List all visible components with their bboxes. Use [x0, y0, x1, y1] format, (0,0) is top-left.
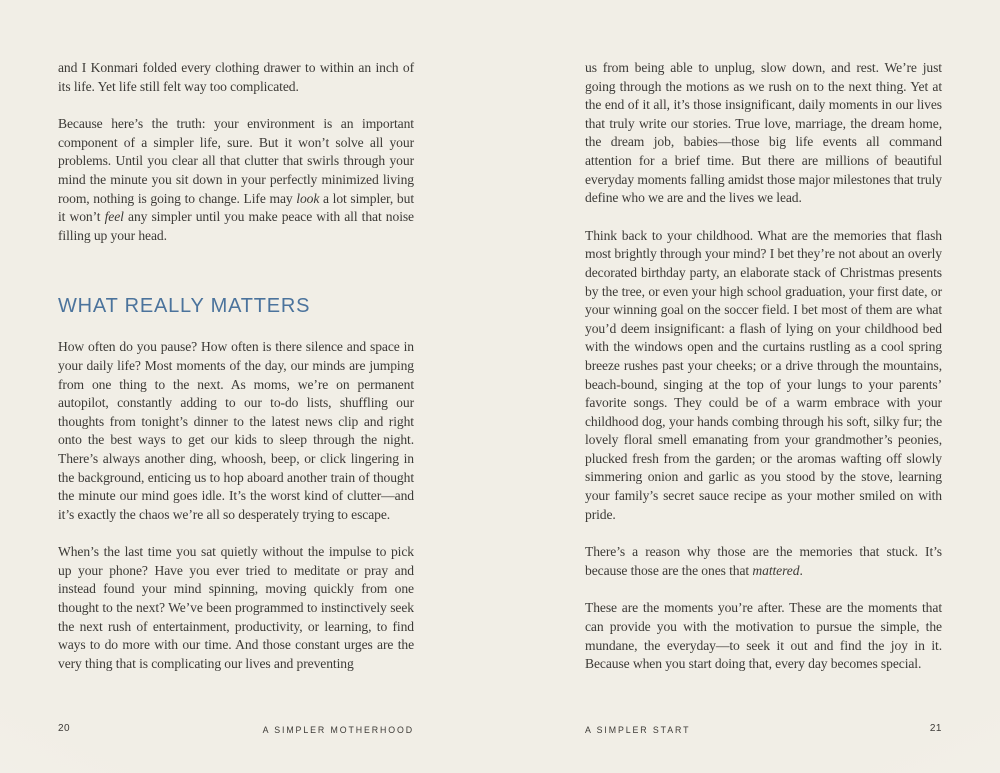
italic-text-run: feel [104, 209, 124, 225]
text-run: These are the moments you’re after. These are the moments that can provide you with the motivation to pursue the simple, the mundane, the everyday—to seek it out and find the joy in it. Because when you start doing that, every day becomes special. [585, 600, 942, 672]
text-run: WHAT REALLY MATTERS [58, 295, 311, 318]
page-left-body [58, 59, 414, 692]
page-number-left: 20 [58, 723, 71, 734]
body-paragraph [585, 543, 942, 580]
body-paragraph [58, 543, 414, 673]
text-run: There’s a reason why those are the memories that stuck. It’s because those are the ones that [585, 544, 942, 578]
text-run: us from being able to unplug, slow down, and rest. We’re just going through the motions as we rush on to the next thing. Yet at the end of it all, it’s those insignificant, daily moments in our lives that truly write our stories. True love, marriage, the dream home, the dream job, babies—those big life events all command attention for a brief time. But there are millions of beautiful everyday moments falling amidst those major milestones that truly define who we are and the lives we lead. [585, 60, 942, 206]
text-run: . [799, 562, 803, 578]
text-run: Think back to your childhood. What are the memories that flash most brightly through your mind? I bet they’re not about an overly decorated birthday party, an elaborate stack of Christmas presents by the tree, or even your high school graduation, your first date, or your winning goal on the soccer field. I bet most of them are what you’d deem insignificant: a flash of lying on your childhood bed with the windows open and the curtains rustling as a cool spring breeze rushes past your cheeks; or a drive through the mountains, beach-bound, singing at the top of your lungs to your parents’ favorite songs. They could be of a warm embrace with your childhood dog, your hands combing through his soft, silky fur; the lovely floral smell emanating from your grandmother’s peonies, plucked fresh from the garden; or the aromas wafting off slowly simmering onion and garlic as you stood by the stove, learning your family’s secret sauce recipe as your mother smiled on with pride. [585, 227, 942, 522]
body-paragraph [58, 115, 414, 245]
body-paragraph [58, 59, 414, 96]
running-footer-left: A SIMPLER MOTHERHOOD [262, 725, 414, 735]
section-heading [58, 295, 414, 317]
italic-text-run: mattered [752, 562, 800, 578]
body-paragraph [585, 59, 942, 208]
text-run: a lot simpler, but it won’t [58, 190, 415, 225]
body-paragraph [585, 227, 942, 525]
body-paragraph [585, 599, 942, 673]
page-number-right: 21 [929, 723, 942, 734]
page-right-body [585, 59, 942, 693]
text-run: any simpler until you make peace with all that noise filling up your head. [58, 209, 414, 243]
text-run: Because here’s the truth: your environment is an important component of a simpler life, sure. But it won’t solve all your problems. Until you clear all that clutter that swirls through your mind the minute you sit down in your perfectly minimized living room, nothing is going to change. Life may [58, 116, 414, 206]
text-run: How often do you pause? How often is there silence and space in your daily life? Most moments of the day, our minds are jumping from one thing to the next. As moms, we’re on permanent autopilot, constantly adding to our to-do lists, shuffling our thoughts from tonight’s dinner to the latest news clip and right onto the best ways to get our kids to sleep through the night. There’s always another ding, whoosh, beep, or click lingering in the background, enticing us to hop aboard another train of thought the minute our mind goes idle. It’s the worst kind of clutter—and it’s exactly the chaos we’re all so desperately trying to escape. [58, 339, 414, 522]
italic-text-run: look [296, 190, 320, 206]
body-paragraph [58, 338, 414, 524]
text-run: and I Konmari folded every clothing drawer to within an inch of its life. Yet life still felt way too complicated. [58, 60, 414, 94]
running-footer-right: A SIMPLER START [585, 725, 691, 735]
text-run: When’s the last time you sat quietly without the impulse to pick up your phone? Have you ever tried to meditate or pray and instead found your mind spinning, moving quickly from one thought to the next? We’ve been programmed to instinctively seek the next rush of entertainment, productivity, or learning, to find ways to do more with our time. And those constant urges are the very thing that is complicating our lives and preventing [58, 544, 414, 671]
